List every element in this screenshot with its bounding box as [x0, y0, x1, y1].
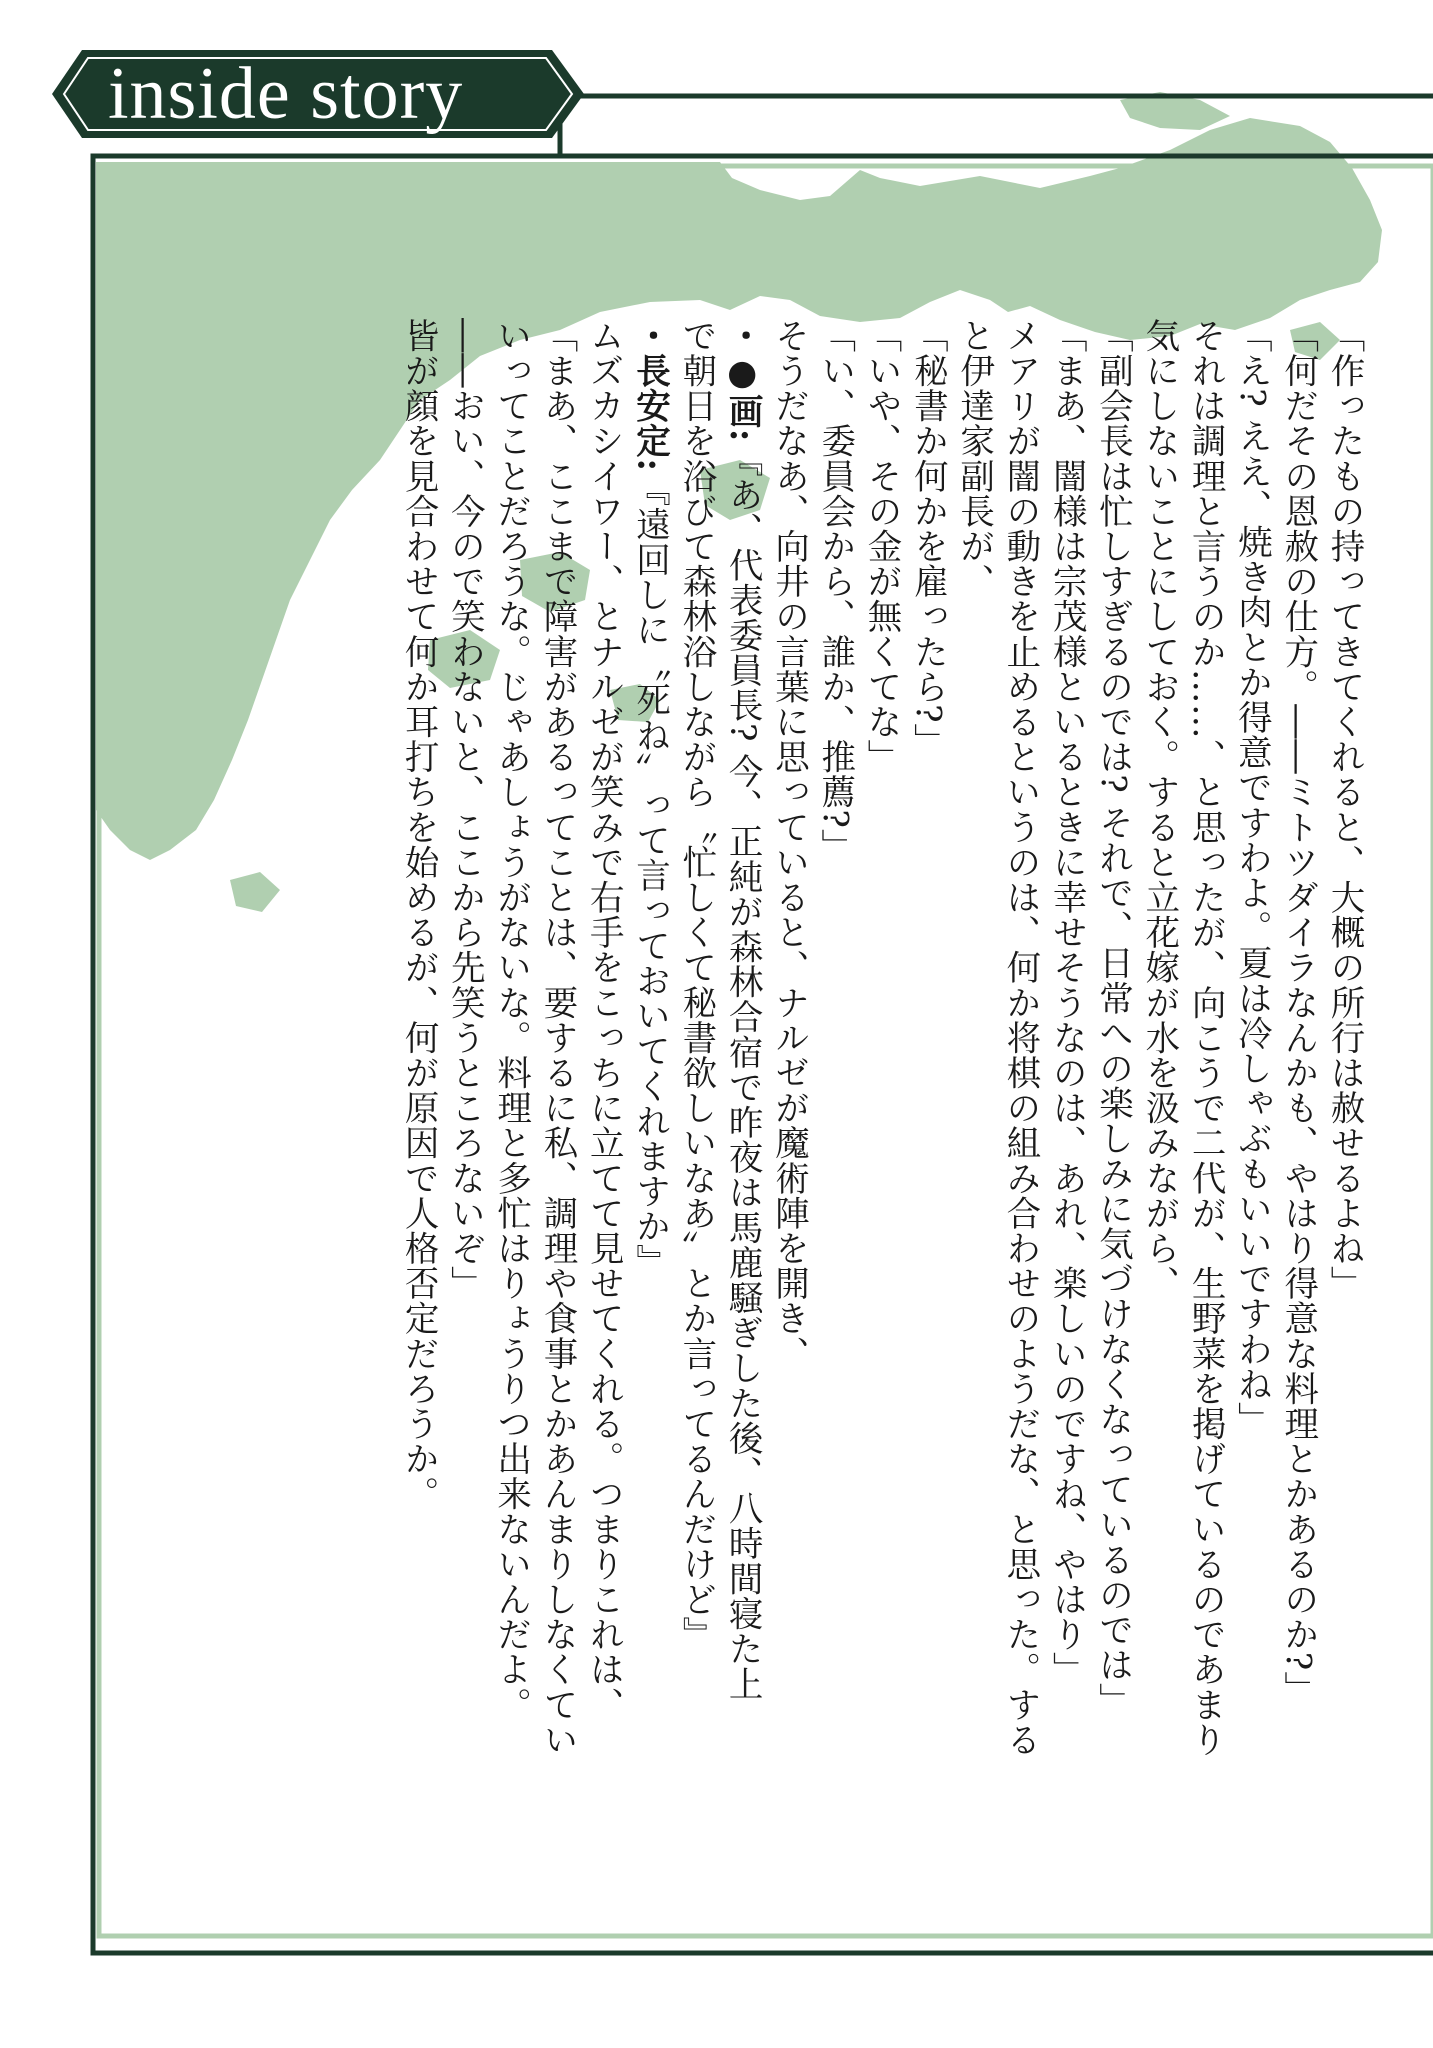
- line-text: ムズカシイワー、とナルゼが笑みで右手をこっちに立てて見せてくれる。つまりこれは、: [583, 318, 624, 1722]
- text-line: [811, 318, 857, 1968]
- line-text: いってことだろうな。じゃあしょうがないな。料理と多忙はりょうりつ出来ないんだよ。: [490, 318, 531, 1722]
- text-line: [1089, 318, 1135, 1968]
- header-title: inside story: [108, 53, 464, 135]
- line-text: 「まあ、闇様は宗茂様といるときに幸せそうなのは、あれ、楽しいのですね、やはり」: [1046, 318, 1087, 1687]
- text-line: [1321, 318, 1367, 1968]
- text-line: [858, 318, 904, 1968]
- text-line: [1043, 318, 1089, 1968]
- line-text: 「何だその恩赦の仕方。――ミトツダイラなんかも、やはり得意な料理とかあるのか?」: [1277, 318, 1318, 1706]
- text-line: [719, 318, 765, 1968]
- line-text: 「え? ええ、焼き肉とか得意ですわよ。夏は冷しゃぶもいいですわね」: [1231, 318, 1272, 1437]
- text-line: [395, 318, 441, 1968]
- line-text: メアリが闇の動きを止めるというのは、何か将棋の組み合わせのようだな、と思った。する: [999, 318, 1040, 1758]
- text-line: [1274, 318, 1320, 1968]
- line-text: 「いや、その金が無くてな」: [861, 318, 902, 775]
- line-text: 気にしないことにしておく。すると立花嫁が水を汲みながら、: [1138, 318, 1179, 1301]
- line-text: 『遠回しに〝死ね〟って言っておいてくれますか』: [629, 471, 670, 1280]
- line-text: 「副会長は忙しすぎるのでは? それで、日常への楽しみに気づけなくなっているのでは」: [1092, 318, 1133, 1718]
- text-line: [441, 318, 487, 1968]
- line-text: 「作ったもの持ってきてくれると、大概の所行は赦せるよね」: [1324, 318, 1364, 1301]
- line-text: 「まあ、ここまで障害があるってことは、要するに私、調理や食事とかあんまりしなくてい: [536, 318, 577, 1758]
- text-line: [904, 318, 950, 1968]
- text-line: [580, 318, 626, 1968]
- text-line: [626, 318, 672, 1968]
- line-text: 『あ、代表委員長? 今、正純が森林合宿で昨夜は馬鹿騒ぎした後、八時間寝た上: [722, 442, 763, 1702]
- text-line: [765, 318, 811, 1968]
- text-line: [487, 318, 533, 1968]
- line-text: そうだなあ、向井の言葉に思っていると、ナルゼが魔術陣を開き、: [768, 318, 809, 1371]
- speaker-prefix: ・長安定:: [629, 318, 670, 472]
- text-line: [673, 318, 719, 1968]
- line-text: 「い、委員会から、誰か、推薦?」: [814, 318, 855, 864]
- text-line: [534, 318, 580, 1968]
- line-text: 「秘書か何かを雇ったら?」: [907, 318, 948, 759]
- text-line: [1136, 318, 1182, 1968]
- text-line: [1228, 318, 1274, 1968]
- line-text: 皆が顔を見合わせて何か耳打ちを始めるが、何が原因で人格否定だろうか。: [398, 318, 439, 1512]
- text-line: [1182, 318, 1228, 1968]
- line-text: それは調理と言うのか……、と思ったが、向こうで二代が、生野菜を掲げているのであまり: [1185, 318, 1226, 1758]
- text-line: [950, 318, 996, 1968]
- text-line: [997, 318, 1043, 1968]
- line-text: ――おい、今ので笑わないと、ここから先笑うところないぞ」: [444, 318, 485, 1301]
- speaker-prefix: ・●画:: [722, 318, 763, 443]
- line-text: で朝日を浴びて森林浴しながら〝忙しくて秘書欲しいなあ〟とか言ってるんだけど』: [675, 318, 716, 1652]
- vertical-text-body: [77, 318, 1367, 1968]
- line-text: と伊達家副長が、: [953, 318, 994, 599]
